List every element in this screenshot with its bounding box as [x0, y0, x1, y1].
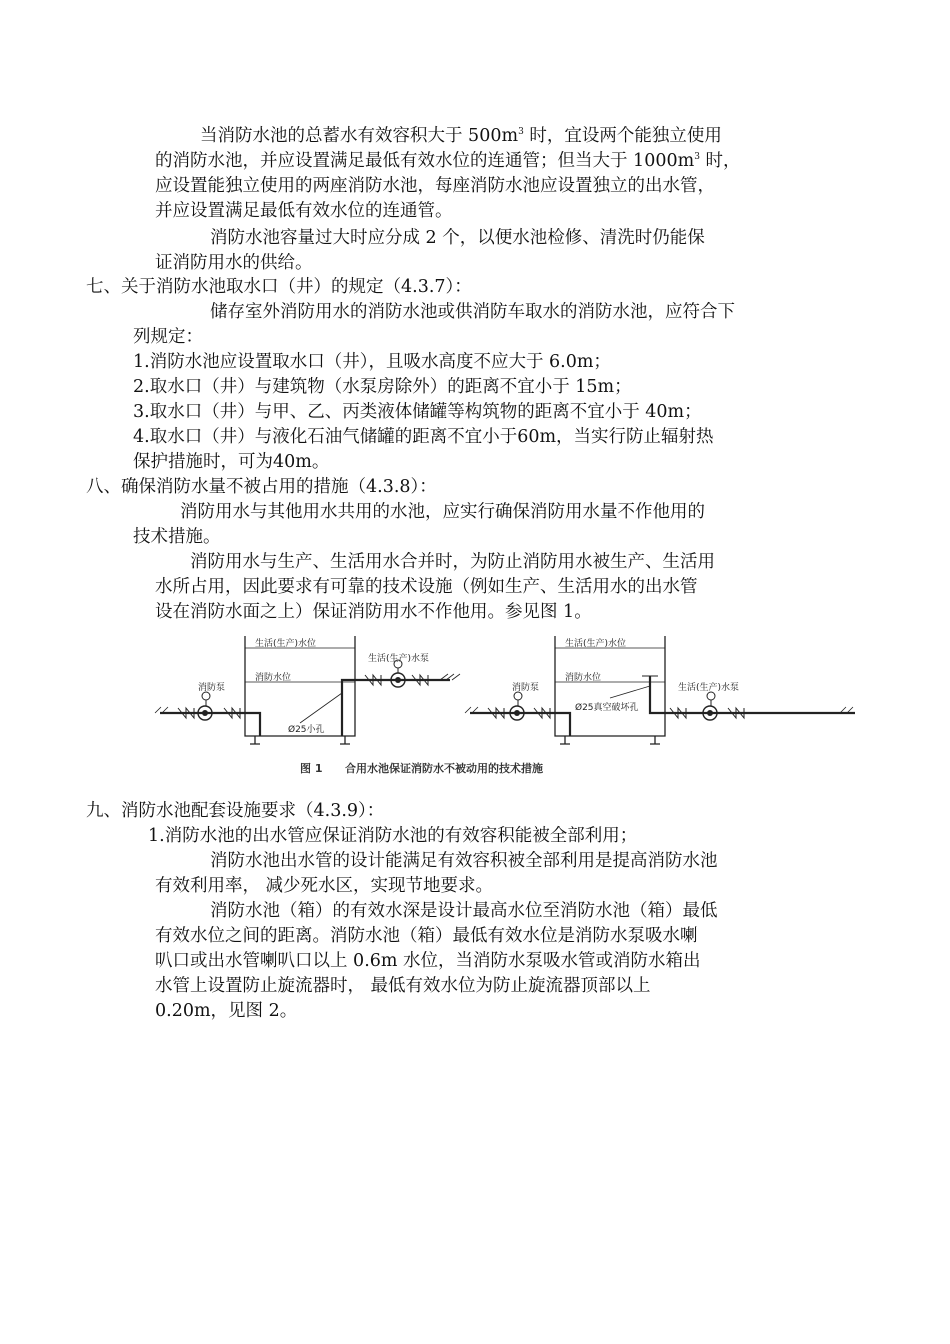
sec9-p2-line1: 消防水池（箱）的有效水深是设计最高水位至消防水池（箱）最低 — [210, 901, 718, 921]
sec7-intro-line1: 储存室外消防用水的消防水池或供消防车取水的消防水池，应符合下 — [210, 302, 735, 322]
figure1-caption-number: 图 1 — [300, 762, 323, 775]
sec9-p1-line2: 有效利用率， 减少死水区，实现节地要求。 — [155, 876, 494, 896]
left-hole-label: Ø25小孔 — [288, 725, 325, 735]
sec9-heading: 九、消防水池配套设施要求（4.3.9）： — [86, 801, 385, 821]
sec8-p1-line2: 技术措施。 — [133, 527, 221, 547]
figure1-caption: 合用水池保证消防水不被动用的技术措施 — [345, 762, 543, 775]
sec8-p2-line3: 设在消防水面之上）保证消防用水不作他用。参见图 1。 — [155, 602, 592, 622]
sec9-item1: 1.消防水池的出水管应保证消防水池的有效容积能被全部利用； — [148, 826, 638, 846]
left-life-level-label: 生活(生产)水位 — [255, 639, 317, 649]
sec7-item4-line1: 4.取水口（井）与液化石油气储罐的距离不宜小于60m，当实行防止辐射热 — [133, 427, 714, 447]
para1-line3: 应设置能独立使用的两座消防水池，每座消防水池应设置独立的出水管， — [155, 176, 715, 196]
sec9-p2-line5: 0.20m，见图 2。 — [155, 1001, 298, 1021]
sec7-item2: 2.取水口（井）与建筑物（水泵房除外）的距离不宜小于 15m； — [133, 377, 632, 397]
sec8-p2-line2: 水所占用，因此要求有可靠的技术设施（例如生产、生活用水的出水管 — [155, 577, 698, 597]
left-life-pump-label: 生活(生产)水泵 — [368, 654, 430, 664]
right-tank — [555, 636, 665, 736]
sec8-p1-line1: 消防用水与其他用水共用的水池，应实行确保消防用水量不作他用的 — [180, 502, 705, 522]
right-life-level-label: 生活(生产)水位 — [565, 639, 627, 649]
sec7-intro-line2: 列规定： — [133, 327, 203, 347]
right-hole-label: Ø25真空破坏孔 — [575, 703, 639, 713]
sec8-heading: 八、确保消防水量不被占用的措施（4.3.8）： — [86, 477, 437, 497]
figure1-diagram — [150, 628, 860, 778]
para1-line4: 并应设置满足最低有效水位的连通管。 — [155, 201, 453, 221]
right-life-pump-label: 生活(生产)水泵 — [678, 683, 740, 693]
para2-line2: 证消防用水的供给。 — [155, 253, 313, 273]
sec8-p2-line1: 消防用水与生产、生活用水合并时，为防止消防用水被生产、生活用 — [190, 552, 715, 572]
sec7-heading: 七、关于消防水池取水口（井）的规定（4.3.7）： — [86, 277, 472, 297]
right-fire-level-label: 消防水位 — [565, 673, 602, 683]
sec9-p2-line4: 水管上设置防止旋流器时， 最低有效水位为防止旋流器顶部以上 — [155, 976, 651, 996]
sec9-p2-line3: 叭口或出水管喇叭口以上 0.6m 水位，当消防水泵吸水管或消防水箱出 — [155, 951, 701, 971]
para1-line2: 的消防水池，并应设置满足最低有效水位的连通管；但当大于 $1000m^3$ 时， — [155, 151, 741, 171]
para1-line1: 当消防水池的总蓄水有效容积大于 $500m^3$ 时，宜设两个能独立使用 — [200, 126, 722, 146]
sec7-item4-line2: 保护措施时，可为40m。 — [133, 452, 330, 472]
right-fire-pump-label: 消防泵 — [512, 683, 540, 693]
left-fire-pump-label: 消防泵 — [198, 683, 226, 693]
para2-line1: 消防水池容量过大时应分成 2 个，以便水池检修、清洗时仍能保 — [210, 228, 705, 248]
left-fire-level-label: 消防水位 — [255, 673, 292, 683]
sec7-item1: 1.消防水池应设置取水口（井），且吸水高度不应大于 6.0m； — [133, 352, 611, 372]
sec9-p1-line1: 消防水池出水管的设计能满足有效容积被全部利用是提高消防水池 — [210, 851, 718, 871]
sec7-item3: 3.取水口（井）与甲、乙、丙类液体储罐等构筑物的距离不宜小于 40m； — [133, 402, 702, 422]
sec9-p2-line2: 有效水位之间的距离。消防水池（箱）最低有效水位是消防水泵吸水喇 — [155, 926, 698, 946]
left-tank — [245, 636, 355, 736]
